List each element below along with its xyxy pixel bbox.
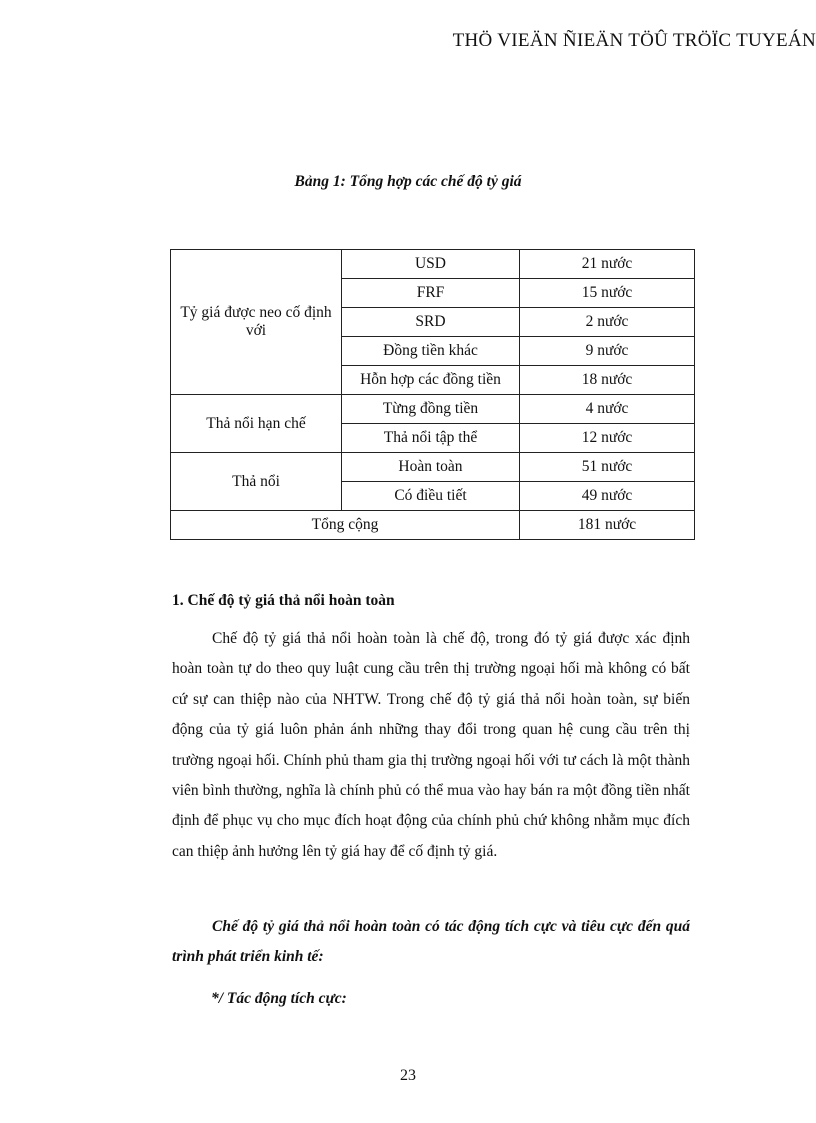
count-cell: 51 nước — [520, 453, 695, 482]
table-total-row — [171, 511, 695, 540]
count-cell: 49 nước — [520, 482, 695, 511]
emphasis-paragraph: Chế độ tỷ giá thả nổi hoàn toàn có tác động tích cực và tiêu cực đến quá trình phát triển kinh tế: — [172, 918, 690, 966]
table-caption: Bảng 1: Tổng hợp các chế độ tỷ giá — [294, 173, 522, 190]
page-number: 23 — [400, 1067, 416, 1084]
item-cell: Thả nổi tập thể — [342, 424, 520, 453]
item-cell: USD — [342, 250, 520, 279]
item-cell: Hoàn toàn — [342, 453, 520, 482]
exchange-regime-table — [170, 249, 695, 540]
body-paragraph: Chế độ tỷ giá thả nổi hoàn toàn là chế độ, trong đó tỷ giá được xác định hoàn toàn tự do theo quy luật cung cầu trên thị trường ngoại hối mà không có bất cứ sự can thiệp nào của NHTW. Trong chế độ tỷ giá thả nổi hoàn toàn, sự biến động của tỷ giá luôn phản ánh những thay đổi trong quan hệ cung cầu trên thị trường ngoại hối. Chính phủ tham gia thị trường ngoại hối với tư cách là một thành viên bình thường, nghĩa là chính phủ có thể mua vào hay bán ra một đồng tiền nhất định để phục vụ cho mục đích hoạt động của chính phủ chứ không nhằm mục đích can thiệp ảnh hưởng lên tỷ giá hay để cố định tỷ giá. — [172, 630, 690, 860]
item-cell: Có điều tiết — [342, 482, 520, 511]
running-header: THÖ VIEÄN ÑIEÄN TÖÛ TRÖÏC TUYEÁN — [452, 30, 816, 51]
section-heading: 1. Chế độ tỷ giá thả nổi hoàn toàn — [172, 592, 395, 609]
count-cell: 18 nước — [520, 366, 695, 395]
table-row — [171, 395, 695, 424]
item-cell: Đồng tiền khác — [342, 337, 520, 366]
count-cell: 15 nước — [520, 279, 695, 308]
count-cell: 2 nước — [520, 308, 695, 337]
item-cell: FRF — [342, 279, 520, 308]
item-cell: Từng đồng tiền — [342, 395, 520, 424]
count-cell: 9 nước — [520, 337, 695, 366]
table-row — [171, 453, 695, 482]
group-cell: Thả nổi hạn chế — [171, 395, 342, 453]
table-row — [171, 250, 695, 279]
group-cell: Thả nổi — [171, 453, 342, 511]
count-cell: 12 nước — [520, 424, 695, 453]
count-cell: 21 nước — [520, 250, 695, 279]
total-label-cell: Tổng cộng — [171, 511, 520, 540]
group-cell: Tỷ giá được neo cố định với — [171, 250, 342, 395]
total-count-cell: 181 nước — [520, 511, 695, 540]
subheading: */ Tác động tích cực: — [211, 990, 347, 1007]
item-cell: Hỗn hợp các đồng tiền — [342, 366, 520, 395]
count-cell: 4 nước — [520, 395, 695, 424]
item-cell: SRD — [342, 308, 520, 337]
